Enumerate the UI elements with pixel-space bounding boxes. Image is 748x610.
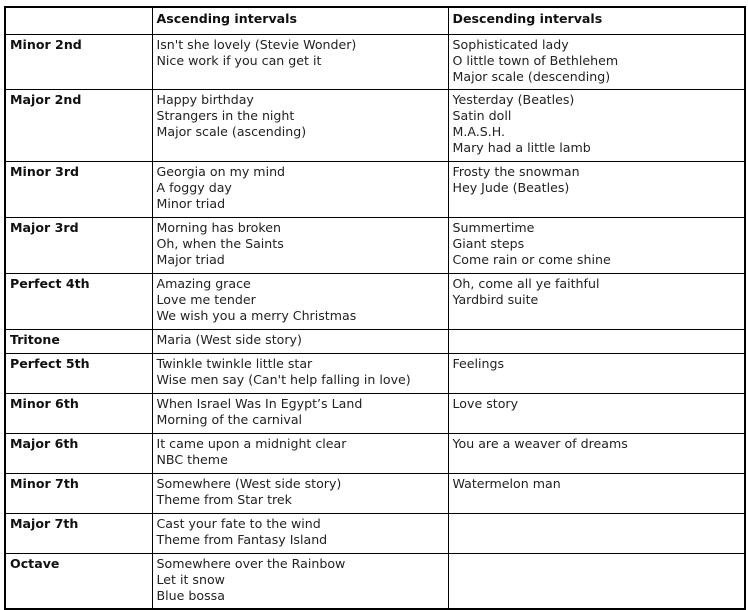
song-title: A foggy day — [156, 180, 232, 195]
song-title: M.A.S.H. — [452, 124, 506, 139]
descending-songs-cell — [448, 434, 745, 474]
interval-name: Perfect 4th — [5, 274, 152, 330]
descending-songs-cell — [448, 35, 745, 90]
table-row — [5, 354, 745, 394]
ascending-songs-cell — [152, 90, 448, 162]
song-title: Yardbird suite — [452, 292, 539, 307]
song-title: Summertime — [452, 220, 535, 235]
ascending-songs-cell — [152, 474, 448, 514]
descending-songs-cell — [448, 514, 745, 554]
ascending-songs-cell — [152, 394, 448, 434]
interval-name: Minor 2nd — [5, 35, 152, 90]
descending-songs-cell — [448, 354, 745, 394]
song-title: Watermelon man — [452, 476, 561, 491]
descending-songs-cell — [448, 474, 745, 514]
song-title: It came upon a midnight clear — [156, 436, 347, 451]
table-row — [5, 434, 745, 474]
header-descending: Descending intervals — [448, 7, 745, 35]
song-title: Oh, when the Saints — [156, 236, 284, 251]
table-row — [5, 394, 745, 434]
table-row — [5, 274, 745, 330]
descending-songs-cell — [448, 394, 745, 434]
song-title: Frosty the snowman — [452, 164, 580, 179]
song-title: Morning of the carnival — [156, 412, 303, 427]
song-title: Mary had a little lamb — [452, 140, 591, 155]
song-title: Cast your fate to the wind — [156, 516, 321, 531]
song-title: Morning has broken — [156, 220, 281, 235]
ascending-songs-cell — [152, 554, 448, 610]
table-row — [5, 554, 745, 610]
song-title: Love me tender — [156, 292, 256, 307]
song-title: NBC theme — [156, 452, 228, 467]
descending-songs-cell — [448, 90, 745, 162]
song-title: Giant steps — [452, 236, 525, 251]
song-title: Theme from Star trek — [156, 492, 292, 507]
song-title: Minor triad — [156, 196, 226, 211]
intervals-table — [4, 6, 746, 610]
song-title: Twinkle twinkle little star — [156, 356, 313, 371]
interval-name: Minor 3rd — [5, 162, 152, 218]
song-title: Hey Jude (Beatles) — [452, 180, 570, 195]
table-row — [5, 162, 745, 218]
interval-name: Perfect 5th — [5, 354, 152, 394]
ascending-songs-cell — [152, 162, 448, 218]
song-title: We wish you a merry Christmas — [156, 308, 357, 323]
song-title: O little town of Bethlehem — [452, 53, 619, 68]
song-title: Somewhere (West side story) — [156, 476, 342, 491]
table-row — [5, 218, 745, 274]
descending-songs-cell — [448, 330, 745, 354]
song-title: Feelings — [452, 356, 505, 371]
ascending-songs-cell — [152, 514, 448, 554]
song-title: Satin doll — [452, 108, 512, 123]
song-title: Blue bossa — [156, 588, 225, 603]
song-title: Yesterday (Beatles) — [452, 92, 575, 107]
song-title: Somewhere over the Rainbow — [156, 556, 346, 571]
descending-songs-cell — [448, 274, 745, 330]
song-title: When Israel Was In Egypt’s Land — [156, 396, 363, 411]
table-row — [5, 474, 745, 514]
table-row — [5, 90, 745, 162]
interval-name: Tritone — [5, 330, 152, 354]
song-title: Major scale (ascending) — [156, 124, 307, 139]
song-title: You are a weaver of dreams — [452, 436, 628, 451]
song-title: Love story — [452, 396, 519, 411]
table-row — [5, 35, 745, 90]
song-title: Wise men say (Can't help falling in love) — [156, 372, 411, 387]
song-title: Georgia on my mind — [156, 164, 286, 179]
song-title: Come rain or come shine — [452, 252, 611, 267]
interval-name: Major 2nd — [5, 90, 152, 162]
song-title: Nice work if you can get it — [156, 53, 322, 68]
song-title: Maria (West side story) — [156, 332, 302, 347]
song-title: Oh, come all ye faithful — [452, 276, 600, 291]
song-title: Sophisticated lady — [452, 37, 569, 52]
interval-name: Major 3rd — [5, 218, 152, 274]
song-title: Isn't she lovely (Stevie Wonder) — [156, 37, 357, 52]
ascending-songs-cell — [152, 274, 448, 330]
ascending-songs-cell — [152, 35, 448, 90]
interval-name: Minor 6th — [5, 394, 152, 434]
song-title: Strangers in the night — [156, 108, 295, 123]
song-title: Happy birthday — [156, 92, 254, 107]
descending-songs-cell — [448, 554, 745, 610]
interval-name: Octave — [5, 554, 152, 610]
header-ascending: Ascending intervals — [152, 7, 448, 35]
table-row — [5, 330, 745, 354]
header-row — [5, 7, 745, 35]
song-title: Amazing grace — [156, 276, 251, 291]
song-title: Let it snow — [156, 572, 225, 587]
descending-songs-cell — [448, 162, 745, 218]
header-blank-cell — [5, 7, 152, 35]
ascending-songs-cell — [152, 354, 448, 394]
interval-name: Minor 7th — [5, 474, 152, 514]
table-row — [5, 514, 745, 554]
song-title: Major triad — [156, 252, 225, 267]
ascending-songs-cell — [152, 218, 448, 274]
interval-name: Major 6th — [5, 434, 152, 474]
interval-name: Major 7th — [5, 514, 152, 554]
ascending-songs-cell — [152, 434, 448, 474]
song-title: Theme from Fantasy Island — [156, 532, 328, 547]
descending-songs-cell — [448, 218, 745, 274]
song-title: Major scale (descending) — [452, 69, 611, 84]
ascending-songs-cell — [152, 330, 448, 354]
